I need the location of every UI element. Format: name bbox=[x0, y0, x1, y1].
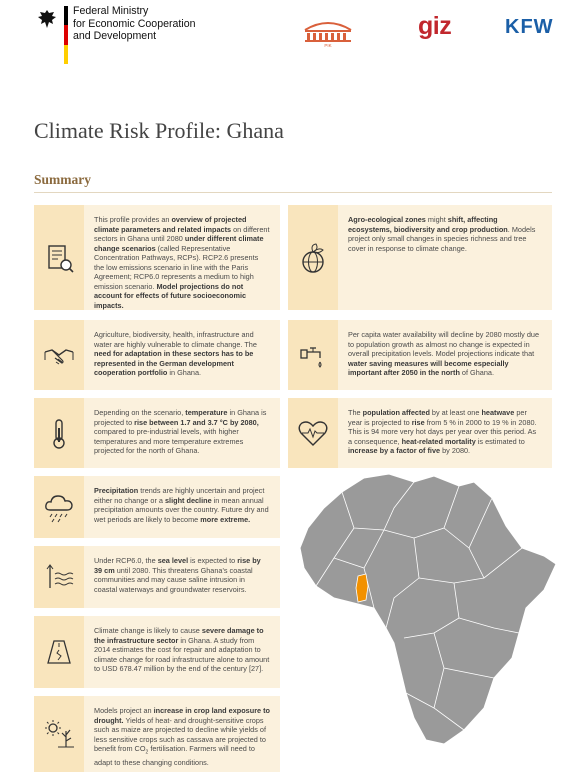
summary-text bbox=[94, 408, 270, 456]
text-segment: (called Representative Concentration Pathways, RCPs). RCP2.6 presents the low emissions scenario in line with the Paris Agreement; RCP6.0 represents a medium to high emission scenario. bbox=[94, 243, 259, 291]
ministry-line-3: and Development bbox=[73, 30, 157, 42]
summary-text bbox=[348, 330, 542, 378]
sea-level-icon bbox=[34, 546, 84, 608]
text-segment: severe damage to the infrastructure sector bbox=[94, 626, 264, 645]
text-segment: temperature bbox=[185, 408, 228, 417]
water-tap-icon bbox=[288, 320, 338, 390]
summary-block bbox=[34, 476, 280, 538]
summary-text bbox=[94, 486, 270, 524]
giz-logo: giz bbox=[418, 12, 452, 40]
summary-block bbox=[34, 616, 280, 688]
text-segment: is estimated to bbox=[475, 436, 525, 446]
text-segment: might bbox=[425, 215, 448, 224]
text-segment: on different sectors in Ghana until 2080 bbox=[94, 224, 270, 243]
text-segment: is expected to bbox=[188, 556, 238, 565]
sun-dry-plant-icon bbox=[34, 696, 84, 772]
federal-eagle-icon bbox=[36, 8, 58, 30]
summary-block bbox=[288, 320, 552, 390]
text-segment: in mean annual precipitation amounts over the country. Future dry and wet periods are likely to become bbox=[94, 495, 269, 524]
text-segment: Precipitation bbox=[94, 486, 139, 495]
summary-block bbox=[34, 398, 280, 468]
summary-text bbox=[348, 215, 542, 253]
rain-cloud-icon bbox=[34, 476, 84, 538]
text-segment: The bbox=[348, 408, 363, 417]
summary-block bbox=[34, 320, 280, 390]
text-segment: slight decline bbox=[165, 495, 212, 505]
text-segment: overview of projected climate parameters and related impacts bbox=[94, 215, 247, 234]
text-segment: water saving measures will become especially important after 2050 in the north bbox=[348, 358, 509, 377]
summary-block bbox=[34, 696, 280, 772]
text-segment: This profile provides an bbox=[94, 215, 172, 224]
summary-text bbox=[94, 330, 270, 378]
text-segment: Model projections do not account for effects of future socioeconomic impacts. bbox=[94, 281, 247, 310]
text-segment: Depending on the scenario, bbox=[94, 408, 186, 417]
damaged-road-icon bbox=[34, 616, 84, 688]
flag-stripe-black bbox=[64, 6, 68, 25]
summary-text bbox=[94, 215, 270, 310]
document-magnifier-icon bbox=[34, 205, 84, 310]
africa-map bbox=[294, 468, 564, 758]
pik-label: PIK bbox=[324, 43, 332, 48]
text-segment: Climate change is likely to cause bbox=[94, 626, 202, 635]
summary-block bbox=[288, 398, 552, 468]
text-segment: of Ghana. bbox=[459, 368, 494, 377]
pik-logo bbox=[301, 16, 355, 48]
summary-text bbox=[94, 626, 270, 674]
flag-stripe-red bbox=[64, 25, 68, 44]
text-segment: heat-related mortality bbox=[401, 436, 476, 446]
text-segment: increase in crop land exposure to drought. bbox=[94, 706, 271, 725]
text-segment: from 5 % in 2000 to 19 % in 2080. This is 94 more very hot days per year over this period. As a consequence, bbox=[348, 417, 537, 446]
ministry-line-1: Federal Ministry bbox=[73, 5, 149, 17]
text-segment: . Models project only small changes in species richness and tree cover in response to climate change. bbox=[348, 224, 536, 253]
text-segment: under different climate change scenarios bbox=[94, 234, 264, 253]
summary-block bbox=[34, 546, 280, 608]
text-segment: trends are highly uncertain and project either no change or a bbox=[94, 486, 265, 505]
text-segment: sea level bbox=[157, 556, 189, 565]
summary-block bbox=[288, 205, 552, 310]
text-segment: 2 bbox=[145, 749, 149, 756]
page-title: Climate Risk Profile: Ghana bbox=[34, 118, 284, 143]
text-segment: Under RCP6.0, the bbox=[94, 556, 158, 565]
ministry-name bbox=[73, 5, 195, 43]
text-segment: compared to pre-industrial levels, with higher temperatures and more temperature extremes projected for the north of Ghana. bbox=[94, 427, 244, 455]
german-flag-bar bbox=[64, 6, 68, 64]
africa-continent-shape bbox=[300, 474, 556, 744]
text-segment: need for adaptation in these sectors has to be represented in the German development cooperation portfolio bbox=[94, 349, 254, 377]
summary-text bbox=[94, 706, 270, 767]
text-segment: increase by a factor of five bbox=[348, 446, 441, 455]
text-segment: rise by 39 cm bbox=[94, 556, 261, 575]
text-segment: population affected bbox=[362, 408, 430, 417]
section-title: Summary bbox=[34, 172, 91, 187]
text-segment: in Ghana. bbox=[167, 368, 202, 377]
flag-stripe-gold bbox=[64, 45, 68, 64]
ministry-line-2: for Economic Cooperation bbox=[73, 17, 196, 30]
section-divider bbox=[34, 192, 552, 193]
summary-block bbox=[34, 205, 280, 310]
text-segment: by at least one bbox=[429, 408, 482, 417]
text-segment: in Ghana. A study from 2014 estimates the cost for repair and adaptation to climate change for road infrastructure alone to amount to USD 678.47 million by the end of the century [27]. bbox=[94, 635, 270, 673]
summary-text bbox=[94, 556, 270, 594]
text-segment: rise between 1.7 and 3.7 °C by 2080, bbox=[134, 417, 259, 427]
text-segment: Yields of heat- and drought-sensitive crops such as maize are projected to decline while yields of less sensitive crops such as cassava are projected to benefit from CO bbox=[94, 715, 266, 753]
text-segment: Models project an bbox=[94, 706, 154, 715]
text-segment: fertilisation. Farmers will need to adapt to these changing conditions. bbox=[94, 744, 255, 767]
text-segment: shift, affecting ecosystems, biodiversity and crop production bbox=[348, 215, 508, 234]
kfw-logo: KFW bbox=[505, 16, 554, 38]
text-segment: per year is projected to bbox=[348, 408, 527, 427]
text-segment: Per capita water availability will decline by 2080 mostly due to population growth as almost no change is expected in overall precipitation levels. Model projections indicate that bbox=[348, 330, 540, 358]
thermometer-icon bbox=[34, 398, 84, 468]
text-segment: Agriculture, biodiversity, health, infrastructure and water are highly vulnerable to climate change. The bbox=[94, 330, 257, 349]
heart-pulse-icon bbox=[288, 398, 338, 468]
text-segment: rise bbox=[411, 417, 425, 427]
text-segment: more extreme. bbox=[200, 514, 251, 524]
text-segment: heatwave bbox=[481, 408, 515, 417]
text-segment: Agro-ecological zones bbox=[348, 215, 426, 224]
text-segment: in Ghana is projected to bbox=[94, 408, 267, 427]
globe-leaf-icon bbox=[288, 205, 338, 310]
summary-text bbox=[348, 408, 542, 456]
text-segment: until 2080. This threatens Ghana's coastal communities and may cause saline intrusion in coastal waterways and groundwater reservoirs. bbox=[94, 565, 253, 594]
text-segment: by 2080. bbox=[440, 446, 471, 455]
handshake-icon bbox=[34, 320, 84, 390]
ghana-highlight bbox=[356, 574, 368, 602]
